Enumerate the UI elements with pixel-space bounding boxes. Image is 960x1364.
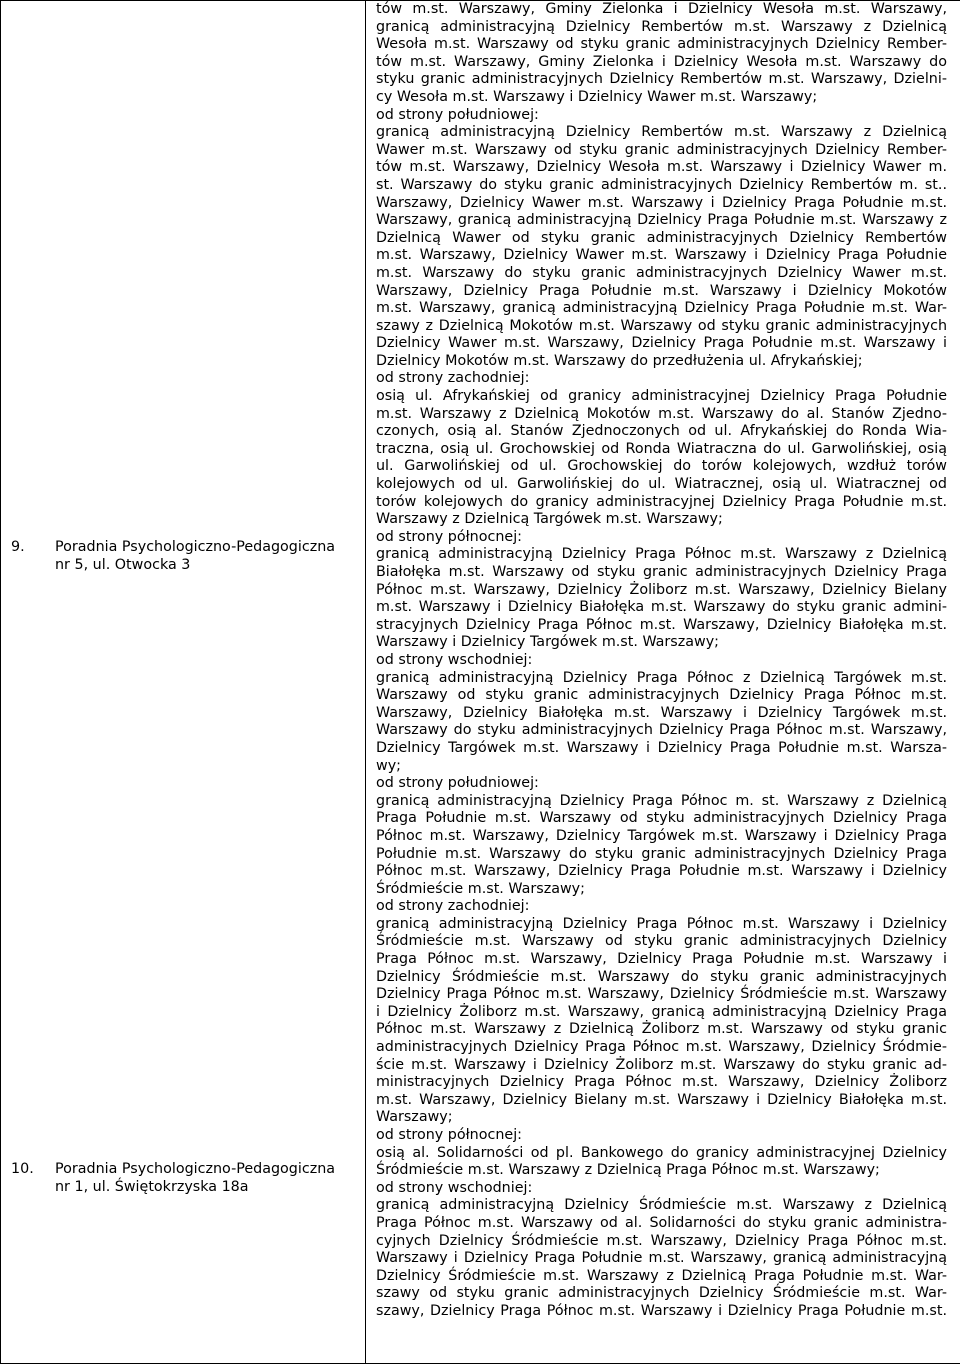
boundary-line: Dzielnicy Śródmieście m.st. Warszawy z Dzielnicą Praga Południe m.st. War- (376, 1268, 947, 1286)
boundary-line: czonych, osią al. Stanów Zjednoczonych od ul. Afrykańskiej do Ronda Wia- (376, 423, 947, 441)
boundary-line: Warszawy, Dzielnicy Praga Południe m.st. Warszawy i Dzielnicy Mokotów (376, 283, 947, 301)
entry-number: 9. (11, 539, 55, 557)
boundary-line: i Dzielnicy Żoliborz m.st. Warszawy, granicą administracyjną Dzielnicy Praga (376, 1004, 947, 1022)
boundary-line: cyjnych Dzielnicy Śródmieście m.st. Warszawy, Dzielnicy Praga Północ m.st. (376, 1233, 947, 1251)
boundary-line: granicą administracyjną Dzielnicy Praga Północ m. st. Warszawy z Dzielnicą (376, 793, 947, 811)
boundary-line: tów m.st. Warszawy, Gminy Zielonka i Dzielnicy Wesoła m.st. Warszawy, (376, 1, 947, 19)
boundary-line: Dzielnicy Mokotów m.st. Warszawy do przedłużenia ul. Afrykańskiej; (376, 353, 947, 371)
boundary-line: tów m.st. Warszawy, Gminy Zielonka i Dzielnicy Wesoła m.st. Warszawy do (376, 54, 947, 72)
boundary-line: szawy z Dzielnicą Mokotów m.st. Warszawy od styku granic administracyjnych (376, 318, 947, 336)
boundary-line: szawy od styku granic administracyjnych Dzielnicy Śródmieście m.st. War- (376, 1285, 947, 1303)
direction-heading: od strony zachodniej: (376, 370, 947, 388)
boundary-line: Dzielnicy Targówek m.st. Warszawy i Dzielnicy Praga Południe m.st. Warsza- (376, 740, 947, 758)
boundary-line: ministracyjnych Dzielnicy Praga Północ m.st. Warszawy, Dzielnicy Żoliborz (376, 1074, 947, 1092)
boundary-line: m.st. Warszawy, Dzielnicy Wawer m.st. Warszawy i Dzielnicy Praga Południe (376, 247, 947, 265)
boundary-line: stracyjnych Dzielnicy Praga Północ m.st. Warszawy, Dzielnicy Białołęka m.st. (376, 617, 947, 635)
boundary-line: granicą administracyjną Dzielnicy Rembertów m.st. Warszawy z Dzielnicą (376, 124, 947, 142)
boundary-line: Dzielnicy Wawer m.st. Warszawy, Dzielnicy Praga Południe m.st. Warszawy i (376, 335, 947, 353)
boundary-line: Dzielnicy Praga Północ m.st. Warszawy, Dzielnicy Śródmieście m.st. Warszawy (376, 986, 947, 1004)
boundaries-column (366, 1, 960, 1364)
boundary-line: granicą administracyjną Dzielnicy Praga Północ m.st. Warszawy z Dzielnicą (376, 546, 947, 564)
boundary-line: kolejowych od ul. Garwolińskiej do ul. Wiatracznej, osią ul. Wiatracznej od (376, 476, 947, 494)
entry-9 (11, 539, 361, 574)
boundary-line: styku granic administracyjnych Dzielnicy Rembertów m.st. Warszawy, Dzielni- (376, 71, 947, 89)
boundary-line: m.st. Warszawy, Dzielnicy Bielany m.st. Warszawy i Dzielnicy Białołęka m.st. (376, 1092, 947, 1110)
boundary-line: Wawer m.st. Warszawy od styku granic administracyjnych Dzielnicy Rember- (376, 142, 947, 160)
boundary-line: Warszawy, Dzielnicy Białołęka m.st. Warszawy i Dzielnicy Targówek m.st. (376, 705, 947, 723)
boundary-line: ul. Garwolińskiej od ul. Grochowskiej do torów kolejowych, wzdłuż torów (376, 458, 947, 476)
boundary-line: Warszawy i Dzielnicy Praga Południe m.st. Warszawy, granicą administracyjną (376, 1250, 947, 1268)
boundary-line: Warszawy z Dzielnicą Targówek m.st. Warszawy; (376, 511, 947, 529)
entry-10 (11, 1161, 361, 1196)
boundary-line: Warszawy od styku granic administracyjnych Dzielnicy Praga Północ m.st. (376, 687, 947, 705)
boundary-line: administracyjnych Dzielnicy Praga Północ m.st. Warszawy, Dzielnicy Śródmie- (376, 1039, 947, 1057)
boundary-line: Śródmieście m.st. Warszawy od styku granic administracyjnych Dzielnicy (376, 933, 947, 951)
boundary-line: torów kolejowych do granicy administracyjnej Dzielnicy Praga Południe m.st. (376, 494, 947, 512)
boundary-line: Wesoła m.st. Warszawy od styku granic administracyjnych Dzielnicy Rember- (376, 36, 947, 54)
direction-heading: od strony północnej: (376, 529, 947, 547)
boundary-line: osią ul. Afrykańskiej od granicy administracyjnej Dzielnicy Praga Południe (376, 388, 947, 406)
boundary-line: m.st. Warszawy do styku granic administracyjnych Dzielnicy Wawer m.st. (376, 265, 947, 283)
boundary-line: granicą administracyjną Dzielnicy Praga Północ m.st. Warszawy i Dzielnicy (376, 916, 947, 934)
boundary-line: Praga Północ m.st. Warszawy, Dzielnicy Praga Południe m.st. Warszawy i (376, 951, 947, 969)
entry-number: 10. (11, 1161, 55, 1179)
boundary-line: m.st. Warszawy, granicą administracyjną Dzielnicy Praga Południe m.st. War- (376, 300, 947, 318)
entry-address-line: nr 1, ul. Świętokrzyska 18a (55, 1179, 249, 1195)
boundary-line: traczna, osią ul. Grochowskiej od Ronda Wiatraczna do ul. Garwolińskiej, osią (376, 441, 947, 459)
entry-name-line: Poradnia Psychologiczno-Pedagogiczna (55, 539, 335, 555)
entry-address-line: nr 5, ul. Otwocka 3 (55, 557, 190, 573)
boundary-line: wy; (376, 758, 947, 776)
boundary-line: Warszawy do styku administracyjnych Dzielnicy Praga Północ m.st. Warszawy, (376, 722, 947, 740)
boundary-description (376, 1, 947, 1321)
boundary-line: Warszawy, granicą administracyjną Dzielnicy Praga Południe m.st. Warszawy z (376, 212, 947, 230)
direction-heading: od strony południowej: (376, 775, 947, 793)
boundary-line: cy Wesoła m.st. Warszawy i Dzielnicy Wawer m.st. Warszawy; (376, 89, 947, 107)
boundary-line: Warszawy, Dzielnicy Wawer m.st. Warszawy i Dzielnicy Praga Południe m.st. (376, 195, 947, 213)
boundary-line: st. Warszawy do styku granic administracyjnych Dzielnicy Rembertów m. st.. (376, 177, 947, 195)
boundary-line: granicą administracyjną Dzielnicy Praga Północ z Dzielnicą Targówek m.st. (376, 670, 947, 688)
direction-heading: od strony wschodniej: (376, 1180, 947, 1198)
school-column (1, 1, 366, 1364)
direction-heading: od strony zachodniej: (376, 898, 947, 916)
boundary-line: Południe m.st. Warszawy do styku granic administracyjnych Dzielnicy Praga (376, 846, 947, 864)
boundary-line: m.st. Warszawy z Dzielnicą Mokotów m.st. Warszawy do al. Stanów Zjedno- (376, 406, 947, 424)
direction-heading: od strony wschodniej: (376, 652, 947, 670)
boundary-line: Północ m.st. Warszawy, Dzielnicy Żoliborz m.st. Warszawy, Dzielnicy Bielany (376, 582, 947, 600)
boundary-line: szawy, Dzielnicy Praga Północ m.st. Warszawy i Dzielnicy Praga Południe m.st. (376, 1303, 947, 1321)
boundary-line: granicą administracyjną Dzielnicy Rembertów m.st. Warszawy z Dzielnicą (376, 19, 947, 37)
entry-name-line: Poradnia Psychologiczno-Pedagogiczna (55, 1161, 335, 1177)
boundary-line: Praga Północ m.st. Warszawy od al. Solidarności do styku granic administra- (376, 1215, 947, 1233)
boundary-line: tów m.st. Warszawy, Dzielnicy Wesoła m.st. Warszawy i Dzielnicy Wawer m. (376, 159, 947, 177)
boundary-line: Północ m.st. Warszawy, Dzielnicy Praga Południe m.st. Warszawy i Dzielnicy (376, 863, 947, 881)
boundary-line: Białołęka m.st. Warszawy od styku granic administracyjnych Dzielnicy Praga (376, 564, 947, 582)
boundary-line: Śródmieście m.st. Warszawy; (376, 881, 947, 899)
boundary-line: Północ m.st. Warszawy, Dzielnicy Targówek m.st. Warszawy i Dzielnicy Praga (376, 828, 947, 846)
direction-heading: od strony południowej: (376, 107, 947, 125)
boundary-line: Dzielnicy Śródmieście m.st. Warszawy do styku granic administracyjnych (376, 969, 947, 987)
direction-heading: od strony północnej: (376, 1127, 947, 1145)
boundary-line: Północ m.st. Warszawy z Dzielnicą Żoliborz m.st. Warszawy od styku granic (376, 1021, 947, 1039)
boundary-line: Śródmieście m.st. Warszawy z Dzielnicą Praga Północ m.st. Warszawy; (376, 1162, 947, 1180)
boundary-line: ście m.st. Warszawy i Dzielnicy Żoliborz m.st. Warszawy do styku granic ad- (376, 1057, 947, 1075)
boundary-line: osią al. Solidarności od pl. Bankowego do granicy administracyjnej Dzielnicy (376, 1145, 947, 1163)
table-row (1, 1, 960, 1364)
boundary-line: Praga Południe m.st. Warszawy od styku administracyjnych Dzielnicy Praga (376, 810, 947, 828)
boundary-line: Warszawy; (376, 1109, 947, 1127)
boundary-line: Warszawy i Dzielnicy Targówek m.st. Warszawy; (376, 634, 947, 652)
boundary-line: m.st. Warszawy i Dzielnicy Białołęka m.st. Warszawy do styku granic admini- (376, 599, 947, 617)
boundary-line: Dzielnicą Wawer od styku granic administracyjnych Dzielnicy Rembertów (376, 230, 947, 248)
boundary-line: granicą administracyjną Dzielnicy Śródmieście m.st. Warszawy z Dzielnicą (376, 1197, 947, 1215)
